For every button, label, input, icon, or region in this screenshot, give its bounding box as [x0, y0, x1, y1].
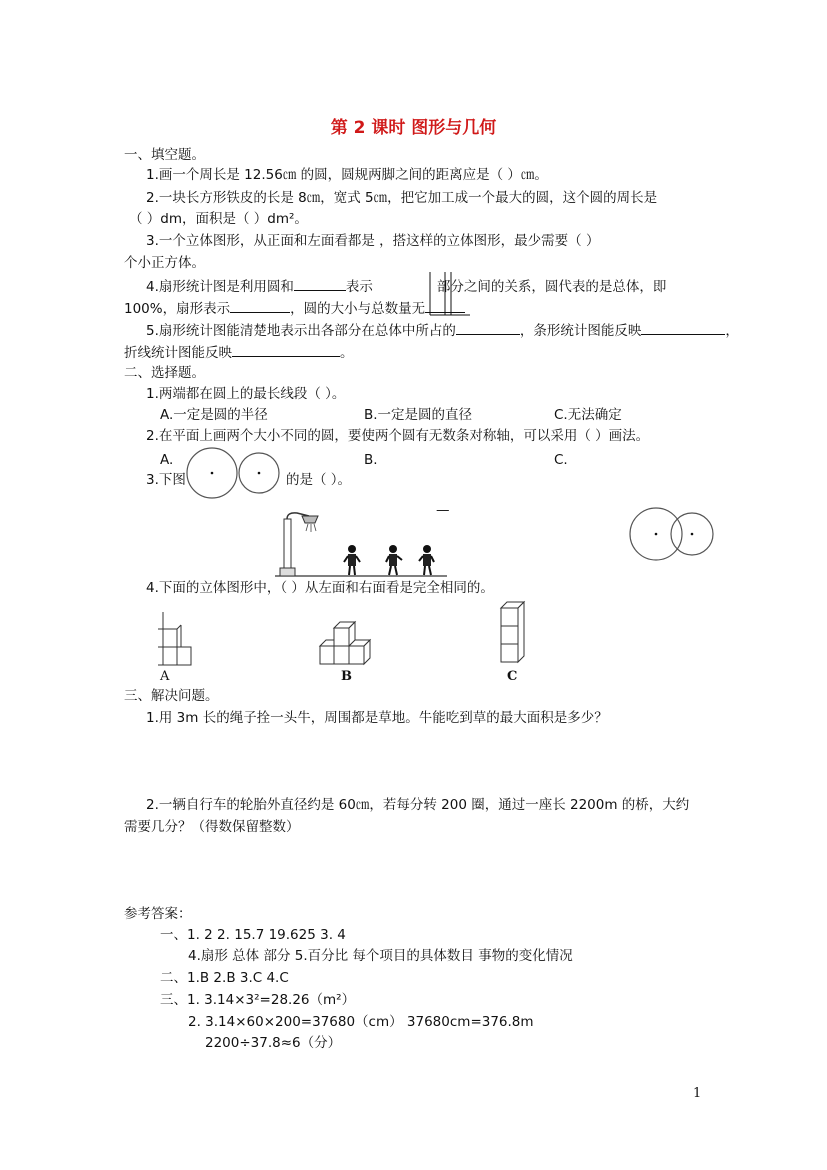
section-fill-heading: 一、填空题。: [124, 147, 205, 163]
option-a-circles-figure: [185, 448, 285, 500]
fill-q2-line1: 2.一块长方形铁皮的长是 8㎝，宽式 5㎝，把它加工成一个最大的圆，这个圆的周长是: [146, 190, 658, 206]
choice-q2-option-c: C.: [554, 452, 568, 468]
street-lamp-people-illustration: [275, 510, 451, 582]
cube-figure-a: [155, 610, 195, 666]
blank-line: [230, 298, 290, 313]
answers-line-6: 2200÷37.8≈6（分）: [205, 1035, 342, 1051]
fill-q4-line2: [124, 298, 465, 318]
person-figure-2: [386, 545, 402, 575]
choice-q2: 2.在平面上画两个大小不同的圆，要使两个圆有无数条对称轴，可以采用（ ）画法。: [146, 428, 650, 444]
person-figure-3: [419, 545, 434, 575]
fill-q5-part5: 。: [340, 345, 354, 361]
q4-small-shape: [425, 272, 475, 318]
page-number: 1: [693, 1086, 702, 1101]
solve-q1: 1.用 3m 长的绳子拴一头牛，周围都是草地。牛能吃到草的最大面积是多少？: [146, 710, 608, 726]
choice-q1-option-b: B.一定是圆的直径: [364, 407, 473, 423]
option-c-circles-figure: [628, 508, 718, 562]
fill-q5-part1: 5.扇形统计图能清楚地表示出各部分在总体中所占的: [146, 323, 456, 339]
fill-q5-line2: [124, 342, 354, 362]
answers-line-5: 2. 3.14×60×200=37680（cm） 37680cm=376.8m: [188, 1014, 534, 1030]
cube-label-c: C: [507, 669, 518, 684]
choice-q3-part2: 的是（ ）。: [286, 472, 352, 488]
solve-q2-line1: 2.一辆自行车的轮胎外直径约是 60㎝，若每分转 200 圈，通过一座长 2200m 的桥，大约: [146, 797, 690, 813]
choice-q2-option-a: A.: [160, 452, 174, 468]
blank-line: [232, 342, 340, 357]
answers-line-4: 三、1. 3.14×3²=28.26（m²）: [160, 992, 356, 1008]
fill-q4-part1: 4.扇形统计图是利用圆和: [146, 279, 294, 295]
fill-q3-line2: 个小正方体。: [124, 255, 205, 271]
blank-line: [641, 320, 725, 335]
fill-q4-line1: [146, 276, 666, 296]
answers-line-2: 4.扇形 总体 部分 5.百分比 每个项目的具体数目 事物的变化情况: [188, 948, 573, 964]
fill-q4-part4: 100%，扇形表示: [124, 301, 231, 317]
choice-q1: 1.两端都在圆上的最长线段（ ）。: [146, 386, 346, 402]
choice-q1-option-c: C.无法确定: [554, 407, 622, 423]
blank-line: [456, 320, 520, 335]
section-choice-heading: 二、选择题。: [124, 365, 205, 381]
choice-q3-dash: —: [436, 502, 450, 518]
fill-q5-part2: ，条形统计图能反映: [519, 323, 642, 339]
fill-q4-part2: 表示: [345, 279, 373, 295]
fill-q3-line1: 3.一个立体图形，从正面和左面看都是 ，搭这样的立体图形，最少需要（ ）: [146, 233, 600, 249]
fill-q1: 1.画一个周长是 12.56㎝ 的圆，圆规两脚之间的距离应是（ ）㎝。: [146, 167, 548, 183]
section-solve-heading: 三、解决问题。: [124, 688, 219, 704]
cube-figure-c: [498, 600, 528, 666]
fill-q5-part3: ，: [725, 323, 739, 339]
person-figure-1: [344, 545, 360, 575]
fill-q5-line1: [146, 320, 739, 340]
cube-label-a: A: [160, 669, 170, 684]
answers-line-1: 一、1. 2 2. 15.7 19.625 3. 4: [160, 927, 346, 943]
cube-label-b: B: [341, 669, 352, 684]
choice-q3-part1: 3.下图: [146, 472, 186, 488]
solve-q2-line2: 需要几分？（得数保留整数）: [124, 819, 300, 835]
cube-figure-b: [318, 620, 378, 666]
page-title: 第 2 课时 图形与几何: [330, 118, 497, 138]
fill-q4-part3: 部分之间的关系，圆代表的是总体，即: [436, 279, 667, 295]
blank-line: [294, 276, 346, 291]
answers-heading: 参考答案：: [124, 906, 192, 922]
fill-q2-line2: （ ）dm，面积是（ ）dm²。: [129, 211, 308, 227]
fill-q5-part4: 折线统计图能反映: [124, 345, 232, 361]
choice-q1-option-a: A.一定是圆的半径: [160, 407, 268, 423]
choice-q4: 4.下面的立体图形中，（ ）从左面和右面看是完全相同的。: [146, 580, 494, 596]
choice-q2-option-b: B.: [364, 452, 378, 468]
answers-line-3: 二、1.B 2.B 3.C 4.C: [160, 970, 289, 986]
fill-q4-part5: ，圆的大小与总数量无: [290, 301, 426, 317]
